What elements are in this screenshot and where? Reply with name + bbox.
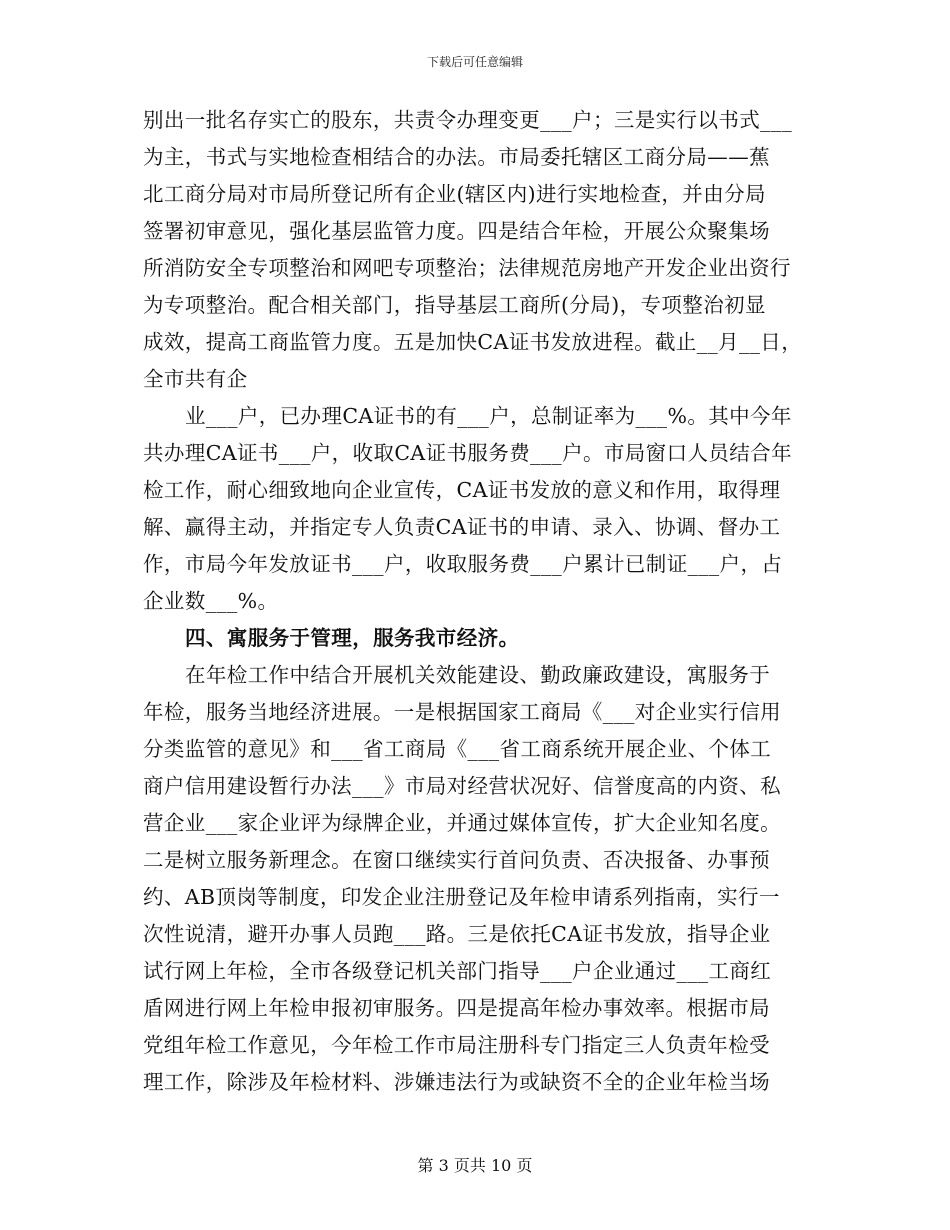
text-line: 约、AB顶岗等制度，印发企业注册登记及年检申请系列指南，实行一 [143,885,780,909]
text-line: 理工作，除涉及年检材料、涉嫌违法行为或缺资不全的企业年检当场 [143,1070,770,1094]
text-line: 党组年检工作意见，今年检工作市局注册科专门指定三人负责年检受 [143,1033,770,1057]
page-footer: 第 3 页共 10 页 [417,1156,533,1175]
text-line: 签署初审意见，强化基层监管力度。四是结合年检，开展公众聚集场 [143,219,770,243]
text-line: 分类监管的意见》和___省工商局《___省工商系统开展企业、个体工 [143,737,772,761]
text-line: 作，市局今年发放证书___户，收取服务费___户累计已制证___户，占 [143,552,783,576]
text-line: 业___户，已办理CA证书的有___户，总制证率为___%。其中今年 [185,404,792,428]
text-line: 试行网上年检，全市各级登记机关部门指导___户企业通过___工商红 [143,959,772,983]
text-line: 为主，书式与实地检查相结合的办法。市局委托辖区工商分局——蕉 [143,145,770,169]
text-line: 解、赢得主动，并指定专人负责CA证书的申请、录入、协调、督办工 [143,515,781,539]
text-line: 盾网进行网上年检申报初审服务。四是提高年检办事效率。根据市局 [143,996,770,1020]
text-line: 在年检工作中结合开展机关效能建设、勤政廉政建设，寓服务于 [185,663,771,687]
section-heading: 四、寓服务于管理，服务我市经济。 [185,626,520,650]
text-line: 年检，服务当地经济进展。一是根据国家工商局《___对企业实行信用 [143,700,782,724]
text-line: 别出一批名存实亡的股东，共责令办理变更___户；三是实行以书式___ [143,108,793,132]
text-line: 二是树立服务新理念。在窗口继续实行首问负责、否决报备、办事预 [143,848,770,872]
text-line: 商户信用建设暂行办法___》市局对经营状况好、信誉度高的内资、私 [143,774,782,798]
text-line: 共办理CA证书___户，收取CA证书服务费___户。市局窗口人员结合年 [143,441,792,465]
page-header: 下载后可任意编辑 [426,55,523,69]
text-line: 企业数___%。 [143,589,279,613]
text-line: 所消防安全专项整治和网吧专项整治；法律规范房地产开发企业出资行 [143,256,791,280]
text-line: 全市共有企 [143,367,248,391]
text-line: 为专项整治。配合相关部门，指导基层工商所(分局)，专项整治初显 [143,293,766,317]
text-line: 次性说清，避开办事人员跑___路。三是依托CA证书发放，指导企业 [143,922,771,946]
text-line: 北工商分局对市局所登记所有企业(辖区内)进行实地检查，并由分局 [143,182,766,206]
text-line: 检工作，耐心细致地向企业宣传，CA证书发放的意义和作用，取得理 [143,478,781,502]
document-body [143,102,808,1101]
text-line: 营企业___家企业评为绿牌企业，并通过媒体宣传，扩大企业知名度。 [143,811,782,835]
text-line: 成效，提高工商监管力度。五是加快CA证书发放进程。截止__月__日， [143,330,803,354]
